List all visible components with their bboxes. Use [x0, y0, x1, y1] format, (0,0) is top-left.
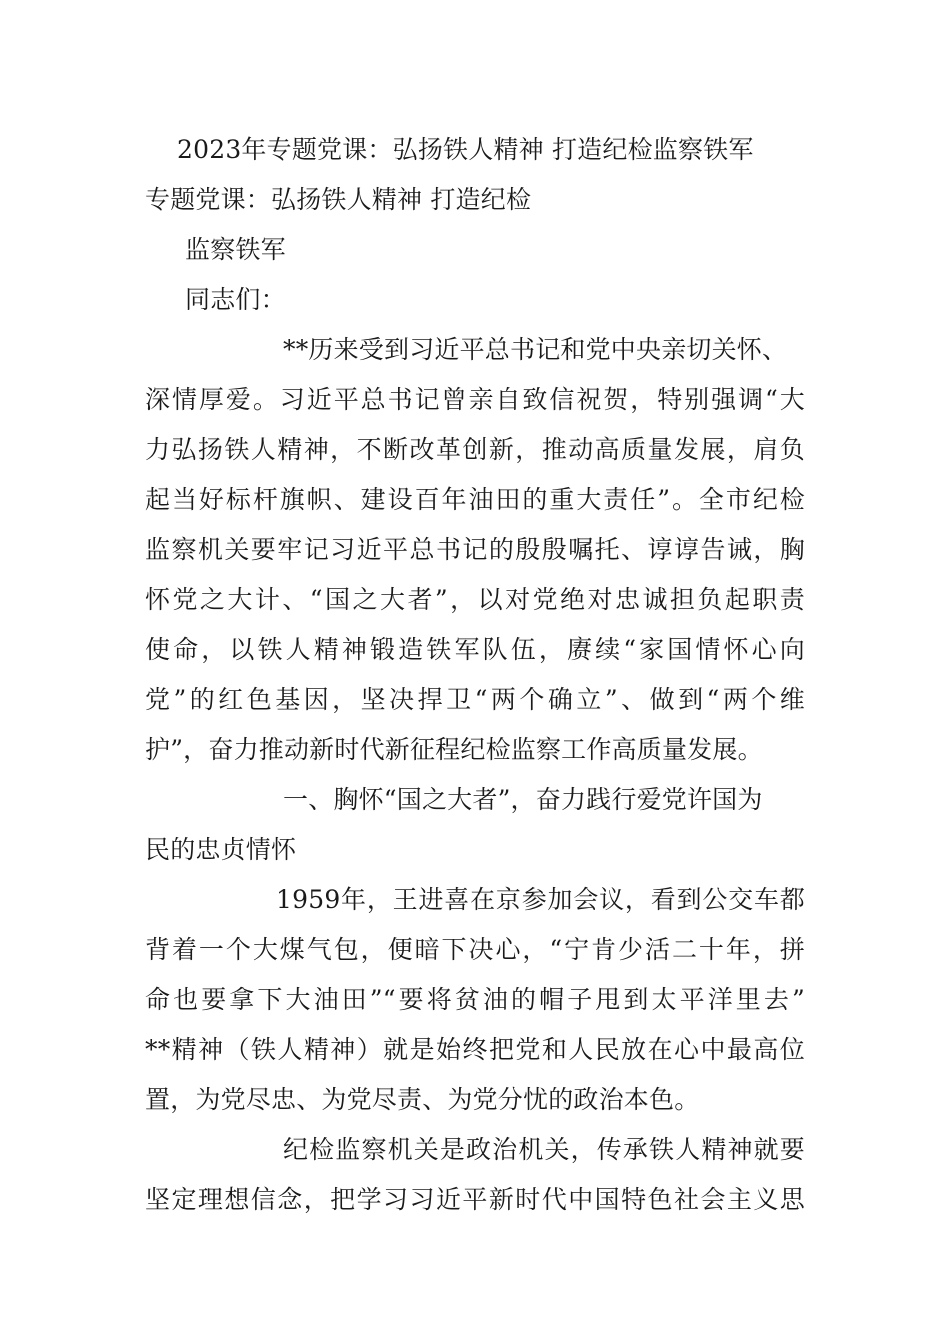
paragraph-1-line-7: 使命，以铁人精神锻造铁军队伍，赓续“家国情怀心向	[145, 635, 805, 664]
salutation: 同志们：	[185, 285, 286, 314]
paragraph-1-line-8: 党”的红色基因，坚决捍卫“两个确立”、做到“两个维	[145, 685, 805, 714]
paragraph-1-line-9: 护”，奋力推动新时代新征程纪检监察工作高质量发展。	[145, 735, 763, 764]
section-heading-1-line-1: 一、胸怀“国之大者”，奋力践行爱党许国为	[283, 785, 763, 814]
paragraph-3-line-1: 纪检监察机关是政治机关，传承铁人精神就要	[283, 1135, 805, 1164]
document-title: 2023年专题党课：弘扬铁人精神 打造纪检监察铁军	[177, 135, 754, 164]
paragraph-1-line-6: 怀党之大计、“国之大者”，以对党绝对忠诚担负起职责	[145, 585, 805, 614]
paragraph-2-line-3: 命也要拿下大油田”“要将贫油的帽子甩到太平洋里去”	[145, 985, 805, 1014]
paragraph-2-line-1: 1959年，王进喜在京参加会议，看到公交车都	[276, 885, 805, 914]
paragraph-2-line-5: 置，为党尽忠、为党尽责、为党分忧的政治本色。	[145, 1085, 700, 1114]
paragraph-2-line-2: 背着一个大煤气包，便暗下决心，“宁肯少活二十年，拼	[145, 935, 805, 964]
document-subtitle-line-2: 监察铁军	[185, 235, 286, 264]
paragraph-1-line-4: 起当好标杆旗帜、建设百年油田的重大责任”。全市纪检	[145, 485, 805, 514]
paragraph-3-line-2: 坚定理想信念，把学习习近平新时代中国特色社会主义思	[145, 1185, 805, 1214]
paragraph-1-line-5: 监察机关要牢记习近平总书记的殷殷嘱托、谆谆告诫，胸	[145, 535, 805, 564]
paragraph-1-line-3: 力弘扬铁人精神，不断改革创新，推动高质量发展，肩负	[145, 435, 805, 464]
section-heading-1-line-2: 民的忠贞情怀	[145, 835, 297, 864]
document-subtitle-line-1: 专题党课：弘扬铁人精神 打造纪检	[145, 185, 532, 214]
paragraph-2-line-4: **精神（铁人精神）就是始终把党和人民放在心中最高位	[145, 1035, 805, 1064]
paragraph-1-line-1: **历来受到习近平总书记和党中央亲切关怀、	[283, 335, 788, 364]
paragraph-1-line-2: 深情厚爱。习近平总书记曾亲自致信祝贺，特别强调“大	[145, 385, 805, 414]
